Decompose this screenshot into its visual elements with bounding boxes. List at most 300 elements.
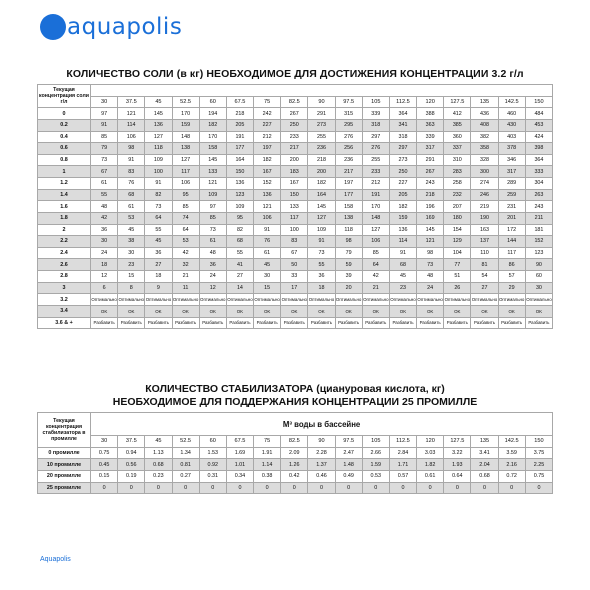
table-cell: Оптимально xyxy=(254,294,281,306)
table-row xyxy=(38,154,553,166)
table-cell: 12 xyxy=(199,282,226,294)
row-label: 0.8 xyxy=(38,154,91,166)
table-cell: 211 xyxy=(525,212,552,224)
table-cell: 0.38 xyxy=(254,470,281,482)
table-cell: 98 xyxy=(335,236,362,248)
table-cell: 201 xyxy=(498,212,525,224)
table-cell: 412 xyxy=(444,108,471,120)
table-cell: 0.68 xyxy=(471,470,498,482)
table-cell: 85 xyxy=(362,247,389,259)
brand-logo xyxy=(40,13,182,41)
row-label: 10 промилле xyxy=(38,459,91,471)
row-label: 1.4 xyxy=(38,189,91,201)
table-cell: 182 xyxy=(199,119,226,131)
volume-header-cell: 37.5 xyxy=(118,436,145,448)
table-cell: 61 xyxy=(254,247,281,259)
table-cell: 45 xyxy=(145,236,172,248)
table-cell: 24 xyxy=(199,271,226,283)
table-cell: 136 xyxy=(254,189,281,201)
table-cell: 363 xyxy=(417,119,444,131)
row-label: 2.2 xyxy=(38,236,91,248)
table-cell: 318 xyxy=(362,119,389,131)
stabilizer-table xyxy=(37,412,553,494)
table-cell: 3.59 xyxy=(498,447,525,459)
table-cell: 61 xyxy=(118,201,145,213)
table-row xyxy=(38,482,553,494)
table-cell: 118 xyxy=(335,224,362,236)
table-cell: 3.22 xyxy=(444,447,471,459)
salt-row-header: Текущая концентрация соли г/л xyxy=(38,85,91,108)
table-cell: 358 xyxy=(471,143,498,155)
table-cell: 98 xyxy=(417,247,444,259)
table-cell: 39 xyxy=(335,271,362,283)
table-cell: 339 xyxy=(417,131,444,143)
table-row xyxy=(38,305,553,317)
volume-header-cell: 60 xyxy=(199,96,226,108)
table-cell: 295 xyxy=(335,119,362,131)
table-row xyxy=(38,470,553,482)
table-row xyxy=(38,178,553,190)
table-cell: 48 xyxy=(199,247,226,259)
table-cell: 0.94 xyxy=(118,447,145,459)
table-cell: 1.48 xyxy=(335,459,362,471)
table-cell: 55 xyxy=(308,259,335,271)
table-cell: 137 xyxy=(471,236,498,248)
table-cell: 97 xyxy=(91,108,118,120)
table-cell: 27 xyxy=(226,271,253,283)
row-label: 2.6 xyxy=(38,259,91,271)
salt-table xyxy=(37,84,553,329)
table-cell: Разбавить xyxy=(471,317,498,329)
table-cell: 91 xyxy=(145,178,172,190)
table-cell: 91 xyxy=(389,247,416,259)
table-cell: 154 xyxy=(444,224,471,236)
table-cell: 1.91 xyxy=(254,447,281,459)
table-cell: 133 xyxy=(199,166,226,178)
table-cell: 73 xyxy=(417,259,444,271)
row-label: 0 xyxy=(38,108,91,120)
table-cell: 136 xyxy=(389,224,416,236)
table-row xyxy=(38,212,553,224)
table-cell: 236 xyxy=(308,143,335,155)
table-cell: 227 xyxy=(389,178,416,190)
table-cell: 98 xyxy=(118,143,145,155)
table-cell: 30 xyxy=(91,236,118,248)
table-cell: 0 xyxy=(444,482,471,494)
footer-brand: Aquapolis xyxy=(40,556,71,563)
table-cell: 339 xyxy=(362,108,389,120)
table-cell: 218 xyxy=(308,154,335,166)
table-cell: 2.25 xyxy=(525,459,552,471)
table-cell: 333 xyxy=(525,166,552,178)
table-cell: 30 xyxy=(254,271,281,283)
table-cell: 0.75 xyxy=(525,470,552,482)
table-cell: 259 xyxy=(498,189,525,201)
table-cell: 55 xyxy=(91,189,118,201)
table-cell: 106 xyxy=(118,131,145,143)
table-cell: 0.49 xyxy=(335,470,362,482)
table-cell: 123 xyxy=(226,189,253,201)
table-cell: 0 xyxy=(417,482,444,494)
table-cell: 1.82 xyxy=(417,459,444,471)
table-cell: 150 xyxy=(226,166,253,178)
table-cell: 164 xyxy=(226,154,253,166)
table-cell: 11 xyxy=(172,282,199,294)
table-cell: 36 xyxy=(199,259,226,271)
table-cell: 403 xyxy=(498,131,525,143)
table-cell: 86 xyxy=(498,259,525,271)
volume-header-cell: 37.5 xyxy=(118,96,145,108)
table-cell: 0.57 xyxy=(389,470,416,482)
table-cell: 3.41 xyxy=(471,447,498,459)
table-cell: 170 xyxy=(199,131,226,143)
volume-header-cell: 90 xyxy=(308,436,335,448)
row-label: 25 промилле xyxy=(38,482,91,494)
table-cell: 1.71 xyxy=(389,459,416,471)
table-cell: 79 xyxy=(91,143,118,155)
table-cell: 91 xyxy=(254,224,281,236)
table-cell: 145 xyxy=(308,201,335,213)
volume-header-cell: 105 xyxy=(362,436,389,448)
table-cell: 219 xyxy=(471,201,498,213)
table-cell: 0.53 xyxy=(362,470,389,482)
table-cell: 145 xyxy=(199,154,226,166)
table-cell: 45 xyxy=(389,271,416,283)
table-cell: 1.01 xyxy=(226,459,253,471)
table-cell: Разбавить xyxy=(389,317,416,329)
table-cell: 57 xyxy=(498,271,525,283)
table-cell: Разбавить xyxy=(444,317,471,329)
table-cell: 106 xyxy=(172,178,199,190)
table-cell: 0.75 xyxy=(91,447,118,459)
table-cell: 1.13 xyxy=(145,447,172,459)
table-cell: OK xyxy=(172,305,199,317)
table-cell: 0.64 xyxy=(444,470,471,482)
table-cell: 0 xyxy=(254,482,281,494)
table-cell: 73 xyxy=(199,224,226,236)
row-label: 0.6 xyxy=(38,143,91,155)
table-cell: 328 xyxy=(471,154,498,166)
table-cell: 33 xyxy=(281,271,308,283)
volume-header-cell: 67.5 xyxy=(226,436,253,448)
table-cell: 48 xyxy=(91,201,118,213)
table-cell: OK xyxy=(417,305,444,317)
table-cell: 21 xyxy=(172,271,199,283)
table-cell: 233 xyxy=(281,131,308,143)
table-row xyxy=(38,166,553,178)
table-cell: 42 xyxy=(362,271,389,283)
table-cell: 0.92 xyxy=(199,459,226,471)
logo-drop-icon xyxy=(40,14,66,40)
table-cell: 0 xyxy=(335,482,362,494)
logo-text: aquapolis xyxy=(67,14,183,40)
table-cell: 180 xyxy=(444,212,471,224)
table-cell: 81 xyxy=(471,259,498,271)
table-cell: 276 xyxy=(335,131,362,143)
table-cell: OK xyxy=(254,305,281,317)
salt-header-row xyxy=(38,85,553,97)
table-cell: 2.04 xyxy=(471,459,498,471)
table-cell: 0.46 xyxy=(308,470,335,482)
table-cell: 61 xyxy=(91,178,118,190)
volume-header-cell: 120 xyxy=(417,96,444,108)
table-cell: 250 xyxy=(389,166,416,178)
table-cell: 73 xyxy=(91,154,118,166)
table-cell: 267 xyxy=(417,166,444,178)
stabilizer-volume-row xyxy=(38,436,553,448)
table-cell: OK xyxy=(91,305,118,317)
table-cell: 0.42 xyxy=(281,470,308,482)
table-cell: 196 xyxy=(417,201,444,213)
table-cell: 0 xyxy=(525,482,552,494)
table-cell: 163 xyxy=(471,224,498,236)
table-cell: 0 xyxy=(389,482,416,494)
table-cell: 95 xyxy=(226,212,253,224)
table-cell: 55 xyxy=(226,247,253,259)
table-cell: Оптимально xyxy=(308,294,335,306)
table-cell: 117 xyxy=(498,247,525,259)
table-cell: 100 xyxy=(281,224,308,236)
table-cell: 273 xyxy=(308,119,335,131)
table-row xyxy=(38,294,553,306)
table-cell: 242 xyxy=(254,108,281,120)
table-cell: 109 xyxy=(199,189,226,201)
table-row xyxy=(38,189,553,201)
table-cell: Оптимально xyxy=(91,294,118,306)
table-cell: 45 xyxy=(254,259,281,271)
row-label: 1.6 xyxy=(38,201,91,213)
volume-header-cell: 52.5 xyxy=(172,436,199,448)
volume-header-cell: 30 xyxy=(91,436,118,448)
table-cell: 315 xyxy=(335,108,362,120)
table-cell: 152 xyxy=(525,236,552,248)
table-cell: 276 xyxy=(362,143,389,155)
table-cell: 256 xyxy=(335,143,362,155)
table-cell: 127 xyxy=(308,212,335,224)
table-cell: 205 xyxy=(226,119,253,131)
table-cell: 18 xyxy=(91,259,118,271)
table-cell: 26 xyxy=(444,282,471,294)
table-cell: 274 xyxy=(471,178,498,190)
table-cell: 6 xyxy=(91,282,118,294)
table-cell: 0 xyxy=(471,482,498,494)
stabilizer-header-row xyxy=(38,413,553,436)
table-cell: 110 xyxy=(471,247,498,259)
row-label: 1.2 xyxy=(38,178,91,190)
table-cell: 181 xyxy=(525,224,552,236)
table-cell: 364 xyxy=(525,154,552,166)
table-cell: OK xyxy=(444,305,471,317)
table-row xyxy=(38,247,553,259)
table-cell: 73 xyxy=(145,201,172,213)
table-cell: 255 xyxy=(362,154,389,166)
table-cell: 45 xyxy=(118,224,145,236)
row-label: 2 xyxy=(38,224,91,236)
table-cell: 136 xyxy=(145,119,172,131)
table-cell: OK xyxy=(335,305,362,317)
table-row xyxy=(38,282,553,294)
table-cell: OK xyxy=(525,305,552,317)
volume-header-cell: 82.5 xyxy=(281,96,308,108)
table-cell: 424 xyxy=(525,131,552,143)
table-cell: 95 xyxy=(172,189,199,201)
table-cell: 0 xyxy=(362,482,389,494)
row-label: 1.8 xyxy=(38,212,91,224)
table-cell: 36 xyxy=(145,247,172,259)
stabilizer-col-header: М³ воды в бассейне xyxy=(91,413,553,436)
row-label: 0.4 xyxy=(38,131,91,143)
table-cell: OK xyxy=(226,305,253,317)
table-cell: 2.66 xyxy=(362,447,389,459)
table-cell: 0.45 xyxy=(91,459,118,471)
table-cell: Разбавить xyxy=(498,317,525,329)
table-cell: 127 xyxy=(145,131,172,143)
table-cell: 27 xyxy=(471,282,498,294)
table-cell: 83 xyxy=(118,166,145,178)
table-cell: Разбавить xyxy=(118,317,145,329)
table-cell: 136 xyxy=(226,178,253,190)
table-cell: 0.31 xyxy=(199,470,226,482)
table-cell: 0.68 xyxy=(145,459,172,471)
volume-header-cell: 67.5 xyxy=(226,96,253,108)
table-cell: 127 xyxy=(172,154,199,166)
salt-volume-row xyxy=(38,96,553,108)
table-cell: 54 xyxy=(471,271,498,283)
row-label: 3.4 xyxy=(38,305,91,317)
table-cell: 346 xyxy=(498,154,525,166)
table-cell: 24 xyxy=(417,282,444,294)
table-cell: 14 xyxy=(226,282,253,294)
table-cell: 191 xyxy=(226,131,253,143)
table-cell: Оптимально xyxy=(145,294,172,306)
table-cell: 50 xyxy=(281,259,308,271)
table-cell: 337 xyxy=(444,143,471,155)
table-cell: 378 xyxy=(498,143,525,155)
table-cell: 227 xyxy=(254,119,281,131)
table-cell: 158 xyxy=(199,143,226,155)
table-cell: 114 xyxy=(389,236,416,248)
table-cell: 205 xyxy=(389,189,416,201)
table-cell: 341 xyxy=(389,119,416,131)
table-row xyxy=(38,447,553,459)
table-cell: 27 xyxy=(145,259,172,271)
table-cell: 138 xyxy=(335,212,362,224)
volume-header-cell: 135 xyxy=(471,436,498,448)
salt-table-title: КОЛИЧЕСТВО СОЛИ (в кг) НЕОБХОДИМОЕ ДЛЯ ДОСТИЖЕНИЯ КОНЦЕНТРАЦИИ 3.2 г/л xyxy=(66,68,524,80)
table-cell: 55 xyxy=(145,224,172,236)
table-cell: 129 xyxy=(444,236,471,248)
table-cell: Оптимально xyxy=(498,294,525,306)
table-cell: 170 xyxy=(362,201,389,213)
table-cell: 0.23 xyxy=(145,470,172,482)
table-cell: 0 xyxy=(226,482,253,494)
table-cell: Оптимально xyxy=(335,294,362,306)
table-cell: 97 xyxy=(199,201,226,213)
table-cell: 117 xyxy=(281,212,308,224)
table-cell: 9 xyxy=(145,282,172,294)
table-cell: Разбавить xyxy=(308,317,335,329)
table-row xyxy=(38,131,553,143)
table-cell: OK xyxy=(362,305,389,317)
volume-header-cell: 97.5 xyxy=(335,96,362,108)
volume-header-cell: 150 xyxy=(525,436,552,448)
table-cell: 64 xyxy=(362,259,389,271)
table-cell: Разбавить xyxy=(335,317,362,329)
table-cell: 310 xyxy=(444,154,471,166)
table-cell: 430 xyxy=(498,119,525,131)
table-cell: OK xyxy=(308,305,335,317)
table-cell: Оптимально xyxy=(118,294,145,306)
table-row xyxy=(38,271,553,283)
table-cell: 267 xyxy=(281,108,308,120)
table-row xyxy=(38,459,553,471)
table-cell: 138 xyxy=(172,143,199,155)
table-cell: 42 xyxy=(91,212,118,224)
table-cell: 85 xyxy=(172,201,199,213)
table-cell: 318 xyxy=(389,131,416,143)
table-cell: 169 xyxy=(417,212,444,224)
table-cell: OK xyxy=(389,305,416,317)
table-cell: 145 xyxy=(145,108,172,120)
row-label: 1 xyxy=(38,166,91,178)
table-cell: 64 xyxy=(172,224,199,236)
table-cell: 0.81 xyxy=(172,459,199,471)
table-cell: 382 xyxy=(471,131,498,143)
table-cell: 360 xyxy=(444,131,471,143)
table-cell: 0 xyxy=(118,482,145,494)
table-cell: 148 xyxy=(172,131,199,143)
volume-header-cell: 75 xyxy=(254,436,281,448)
table-cell: Оптимально xyxy=(471,294,498,306)
table-cell: 258 xyxy=(444,178,471,190)
table-cell: 190 xyxy=(471,212,498,224)
salt-col-header xyxy=(91,85,553,97)
table-cell: Оптимально xyxy=(226,294,253,306)
table-cell: 159 xyxy=(389,212,416,224)
table-cell: 243 xyxy=(417,178,444,190)
table-cell: 42 xyxy=(172,247,199,259)
table-cell: 51 xyxy=(444,271,471,283)
volume-header-cell: 127.5 xyxy=(444,96,471,108)
table-cell: 0 xyxy=(281,482,308,494)
table-cell: 1.26 xyxy=(281,459,308,471)
volume-header-cell: 82.5 xyxy=(281,436,308,448)
table-cell: 236 xyxy=(335,154,362,166)
table-cell: 207 xyxy=(444,201,471,213)
volume-header-cell: 30 xyxy=(91,96,118,108)
table-cell: 144 xyxy=(498,236,525,248)
table-cell: Разбавить xyxy=(417,317,444,329)
table-cell: 30 xyxy=(118,247,145,259)
table-cell: 1.14 xyxy=(254,459,281,471)
table-cell: 212 xyxy=(254,131,281,143)
table-cell: 85 xyxy=(199,212,226,224)
table-cell: 77 xyxy=(444,259,471,271)
table-cell: 18 xyxy=(308,282,335,294)
table-cell: 0.19 xyxy=(118,470,145,482)
table-cell: 231 xyxy=(498,201,525,213)
table-cell: 15 xyxy=(254,282,281,294)
table-cell: 388 xyxy=(417,108,444,120)
stabilizer-title-line1: КОЛИЧЕСТВО СТАБИЛИЗАТОРА (циануровая кислота, кг) xyxy=(145,383,445,395)
table-cell: 291 xyxy=(417,154,444,166)
table-cell: 191 xyxy=(362,189,389,201)
table-cell: 23 xyxy=(118,259,145,271)
table-cell: 18 xyxy=(145,271,172,283)
table-cell: 453 xyxy=(525,119,552,131)
volume-header-cell: 75 xyxy=(254,96,281,108)
table-cell: 246 xyxy=(471,189,498,201)
